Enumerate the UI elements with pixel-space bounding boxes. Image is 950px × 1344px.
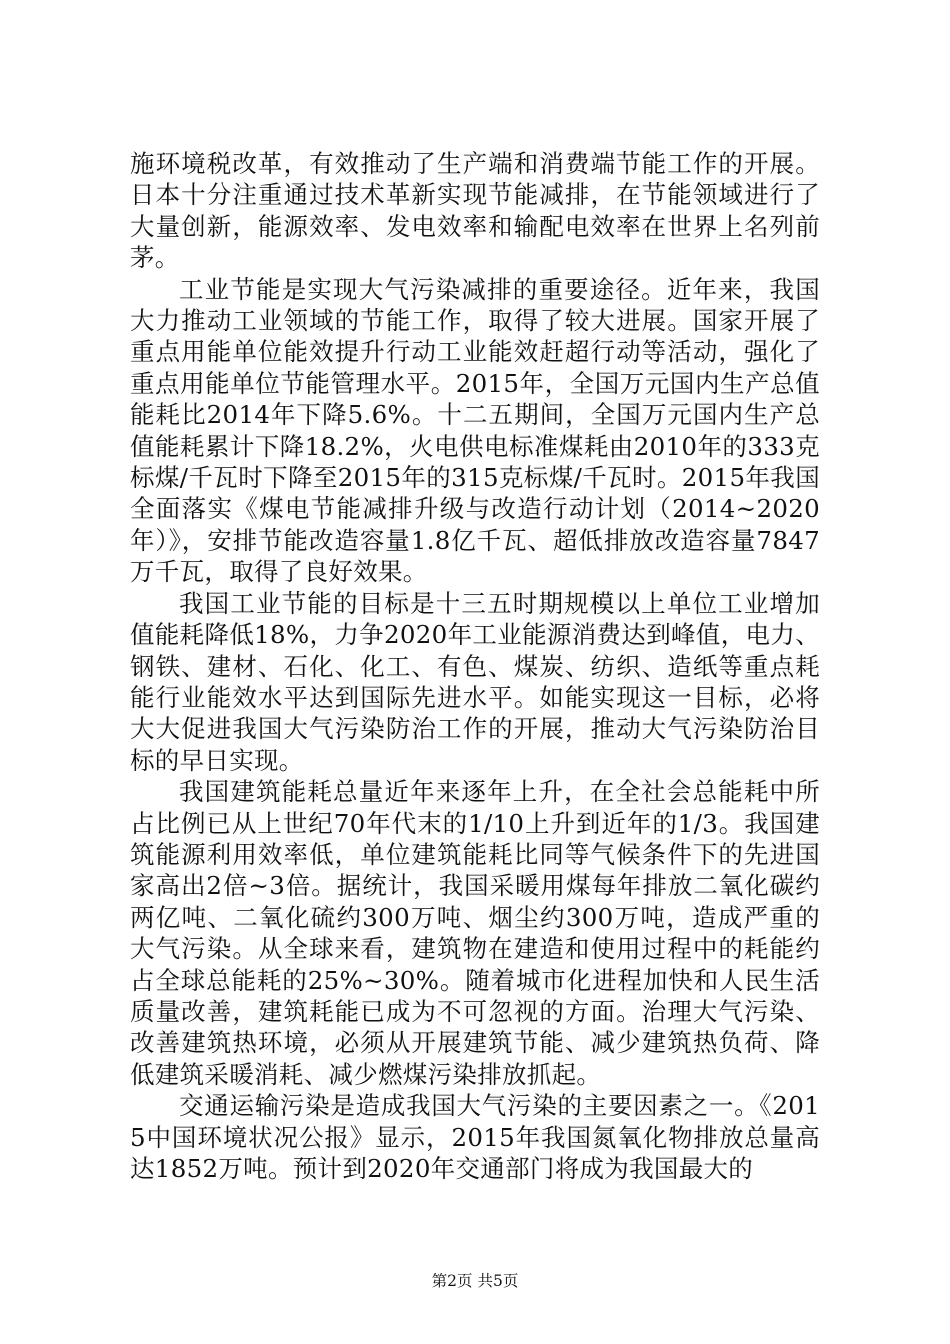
paragraph-2: 工业节能是实现大气污染减排的重要途径。近年来，我国大力推动工业领域的节能工作，取得了较大进展。国家开展了重点用能单位能效提升行动工业能效赶超行动等活动，强化了重点用能单位节能管理水平。2015年，全国万元国内生产总值能耗比2014年下降5.6%。十二五期间，全国万元国内生产总值能耗累计下降18.2%，火电供电标准煤耗由2010年的333克标煤/千瓦时下降至2015年的315克标煤/千瓦时。2015年我国全面落实《煤电节能减排升级与改造行动计划（2014~2020年）》，安排节能改造容量1.8亿千瓦、超低排放改造容量7847万千瓦，取得了良好效果。 [130,274,820,587]
document-body [130,148,820,1184]
page-footer: 第2页 共5页 [431,1272,519,1290]
paragraph-5: 交通运输污染是造成我国大气污染的主要因素之一。《2015中国环境状况公报》显示，2015年我国氮氧化物排放总量高达1852万吨。预计到2020年交通部门将成为我国最大的 [130,1091,820,1183]
paragraph-3: 我国工业节能的目标是十三五时期规模以上单位工业增加值能耗降低18%，力争2020年工业能源消费达到峰值，电力、钢铁、建材、石化、化工、有色、煤炭、纺织、造纸等重点耗能行业能效水平达到国际先进水平。如能实现这一目标，必将大大促进我国大气污染防治工作的开展，推动大气污染防治目标的早日实现。 [130,588,820,775]
paragraph-1: 施环境税改革，有效推动了生产端和消费端节能工作的开展。日本十分注重通过技术革新实现节能减排，在节能领域进行了大量创新，能源效率、发电效率和输配电效率在世界上名列前茅。 [130,149,820,273]
paragraph-4: 我国建筑能耗总量近年来逐年上升，在全社会总能耗中所占比例已从上世纪70年代末的1/10上升到近年的1/3。我国建筑能源利用效率低，单位建筑能耗比同等气候条件下的先进国家高出2倍~3倍。据统计，我国采暖用煤每年排放二氧化碳约两亿吨、二氧化硫约300万吨、烟尘约300万吨，造成严重的大气污染。从全球来看，建筑物在建造和使用过程中的耗能约占全球总能耗的25%~30%。随着城市化进程加快和人民生活质量改善，建筑耗能已成为不可忽视的方面。治理大气污染、改善建筑热环境，必须从开展建筑节能、减少建筑热负荷、降低建筑采暖消耗、减少燃煤污染排放抓起。 [130,777,820,1089]
